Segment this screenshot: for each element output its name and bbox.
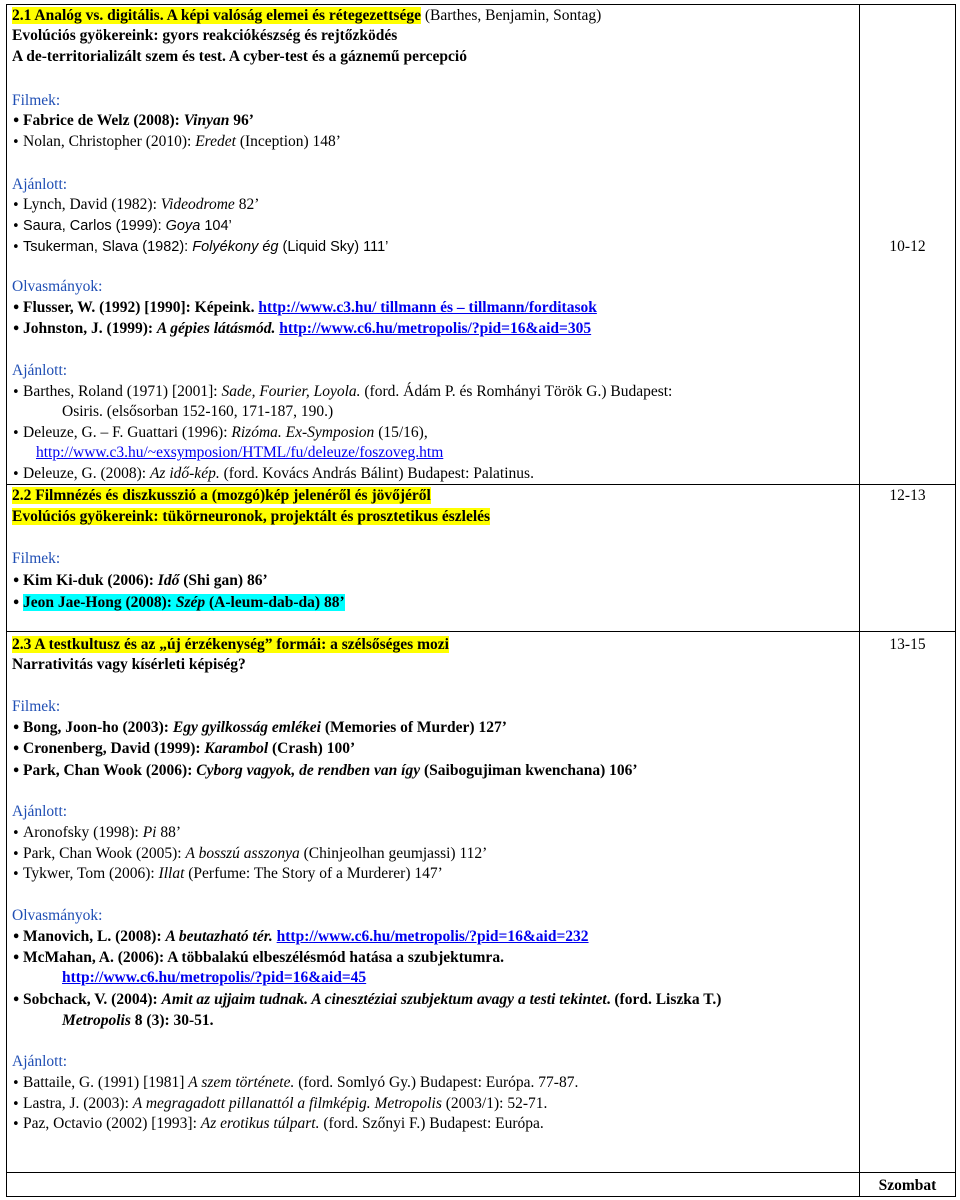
page-range: 10-12	[889, 238, 926, 255]
list-item-continuation: Osiris. (elsősorban 152-160, 171-187, 190.)	[62, 403, 334, 420]
reading-link[interactable]: http://www.c6.hu/metropolis/?pid=16&aid=305	[279, 320, 592, 337]
list-item: • Tykwer, Tom (2006): Illat (Perfume: The Story of a Murderer) 147’	[12, 864, 443, 884]
list-item: • Johnston, J. (1999): A gépies látásmód. http://www.c6.hu/metropolis/?pid=16&aid=305	[12, 319, 591, 339]
reading-link[interactable]: http://www.c6.hu/metropolis/?pid=16&aid=232	[276, 928, 589, 945]
films-label: Filmek:	[12, 92, 61, 109]
recommended-label: Ajánlott:	[12, 362, 68, 379]
bullet-icon: •	[12, 993, 21, 1008]
row-divider	[6, 1172, 956, 1173]
page-range: 12-13	[889, 487, 926, 504]
list-item: • Fabrice de Welz (2008): Vinyan 96’	[12, 111, 254, 131]
bullet-icon: •	[12, 951, 21, 966]
bullet-icon: •	[12, 114, 21, 129]
section-heading: 2.3 A testkultusz és az „új érzékenység” formái: a szélsőséges mozi	[12, 636, 449, 653]
bullet-icon: •	[12, 198, 20, 213]
page-range: 13-15	[889, 636, 926, 653]
list-item-continuation	[62, 968, 366, 988]
list-item: • Park, Chan Wook (2006): Cyborg vagyok, de rendben van így (Saibogujiman kwenchana) 106’	[12, 761, 638, 781]
section-heading: 2.1 Analóg vs. digitális. A képi valóság elemei és rétegezettsége (Barthes, Benjamin, Sontag)	[12, 7, 602, 24]
bullet-icon: •	[12, 135, 20, 150]
list-item: • Kim Ki-duk (2006): Idő (Shi gan) 86’	[12, 571, 268, 591]
list-item-continuation	[36, 443, 443, 463]
list-item: • Manovich, L. (2008): A beutazható tér. http://www.c6.hu/metropolis/?pid=16&aid=232	[12, 927, 589, 947]
films-label: Filmek:	[12, 550, 61, 567]
list-item: • Cronenberg, David (1999): Karambol (Crash) 100’	[12, 739, 355, 759]
bullet-icon: •	[12, 1076, 20, 1091]
reading-link[interactable]: http://www.c3.hu/ tillmann és – tillmann/forditasok	[258, 299, 597, 316]
bullet-icon: •	[12, 1097, 20, 1112]
list-item: • Lynch, David (1982): Videodrome 82’	[12, 195, 259, 215]
column-divider	[859, 4, 860, 1197]
bullet-icon: •	[12, 467, 20, 482]
bullet-icon: •	[12, 1117, 20, 1132]
section-subheading: Evolúciós gyökereink: tükörneuronok, projektált és prosztetikus észlelés	[12, 508, 491, 525]
bullet-icon: •	[12, 322, 21, 337]
recommended-label: Ajánlott:	[12, 176, 68, 193]
bullet-icon: •	[12, 574, 21, 589]
list-item: • Saura, Carlos (1999): Goya 104’	[12, 216, 232, 236]
list-item: • Aronofsky (1998): Pi 88’	[12, 823, 181, 843]
section-subheading: Narrativitás vagy kísérleti képiség?	[12, 656, 246, 673]
list-item-continuation: Metropolis 8 (3): 30-51.	[62, 1012, 214, 1029]
bullet-icon: •	[12, 742, 21, 757]
list-item: • Battaile, G. (1991) [1981] A szem története. (ford. Somlyó Gy.) Budapest: Európa. 77-87.	[12, 1073, 578, 1093]
list-item: • Sobchack, V. (2004): Amit az ujjaim tudnak. A cinesztéziai szubjektum avagy a testi tekintet. (ford. Liszka T.)	[12, 990, 721, 1010]
readings-label: Olvasmányok:	[12, 907, 103, 924]
recommended-label: Ajánlott:	[12, 803, 68, 820]
section-heading: 2.2 Filmnézés és diszkusszió a (mozgó)kép jelenéről és jövőjéről	[12, 487, 431, 504]
list-item: • Tsukerman, Slava (1982): Folyékony ég (Liquid Sky) 111’	[12, 237, 388, 257]
list-item: • Bong, Joon-ho (2003): Egy gyilkosság emlékei (Memories of Murder) 127’	[12, 718, 507, 738]
list-item: • McMahan, A. (2006): A többalakú elbeszélésmód hatása a szubjektumra.	[12, 948, 504, 968]
list-item: • Park, Chan Wook (2005): A bosszú asszonya (Chinjeolhan geumjassi) 112’	[12, 844, 487, 864]
bullet-icon: •	[12, 426, 20, 441]
reading-link[interactable]: http://www.c3.hu/~exsymposion/HTML/fu/deleuze/foszoveg.htm	[36, 444, 444, 461]
list-item: • Barthes, Roland (1971) [2001]: Sade, Fourier, Loyola. (ford. Ádám P. és Romhányi Török G.) Budapest:	[12, 382, 672, 402]
list-item: • Deleuze, G. – F. Guattari (1996): Rizóma. Ex-Symposion (15/16),	[12, 423, 428, 443]
bullet-icon: •	[12, 219, 20, 234]
list-item: • Nolan, Christopher (2010): Eredet (Inception) 148’	[12, 132, 341, 152]
reading-link[interactable]: http://www.c6.hu/metropolis/?pid=16&aid=45	[62, 969, 367, 986]
bullet-icon: •	[12, 301, 21, 316]
bullet-icon: •	[12, 240, 20, 255]
row-divider	[6, 631, 956, 632]
list-item: • Jeon Jae-Hong (2008): Szép (A-leum-dab-da) 88’	[12, 593, 345, 613]
bullet-icon: •	[12, 930, 21, 945]
section-subheading: A de-territorializált szem és test. A cyber-test és a gáznemű percepció	[12, 48, 467, 65]
films-label: Filmek:	[12, 698, 61, 715]
bullet-icon: •	[12, 764, 21, 779]
row-divider	[6, 484, 956, 485]
day-label: Szombat	[878, 1177, 937, 1194]
list-item: • Flusser, W. (1992) [1990]: Képeink. http://www.c3.hu/ tillmann és – tillmann/forditasok	[12, 298, 597, 318]
bullet-icon: •	[12, 721, 21, 736]
list-item: • Paz, Octavio (2002) [1993]: Az erotikus túlpart. (ford. Szőnyi F.) Budapest: Európa.	[12, 1114, 544, 1134]
readings-label: Olvasmányok:	[12, 278, 103, 295]
list-item: • Lastra, J. (2003): A megragadott pillanattól a filmképig. Metropolis (2003/1): 52-71.	[12, 1094, 547, 1114]
bullet-icon: •	[12, 847, 20, 862]
bullet-icon: •	[12, 385, 20, 400]
bullet-icon: •	[12, 826, 20, 841]
recommended-label: Ajánlott:	[12, 1053, 68, 1070]
list-item: • Deleuze, G. (2008): Az idő-kép. (ford. Kovács András Bálint) Budapest: Palatinus.	[12, 464, 534, 484]
bullet-icon: •	[12, 867, 20, 882]
bullet-icon: •	[12, 596, 21, 611]
section-subheading: Evolúciós gyökereink: gyors reakciókészség és rejtőzködés	[12, 27, 398, 44]
